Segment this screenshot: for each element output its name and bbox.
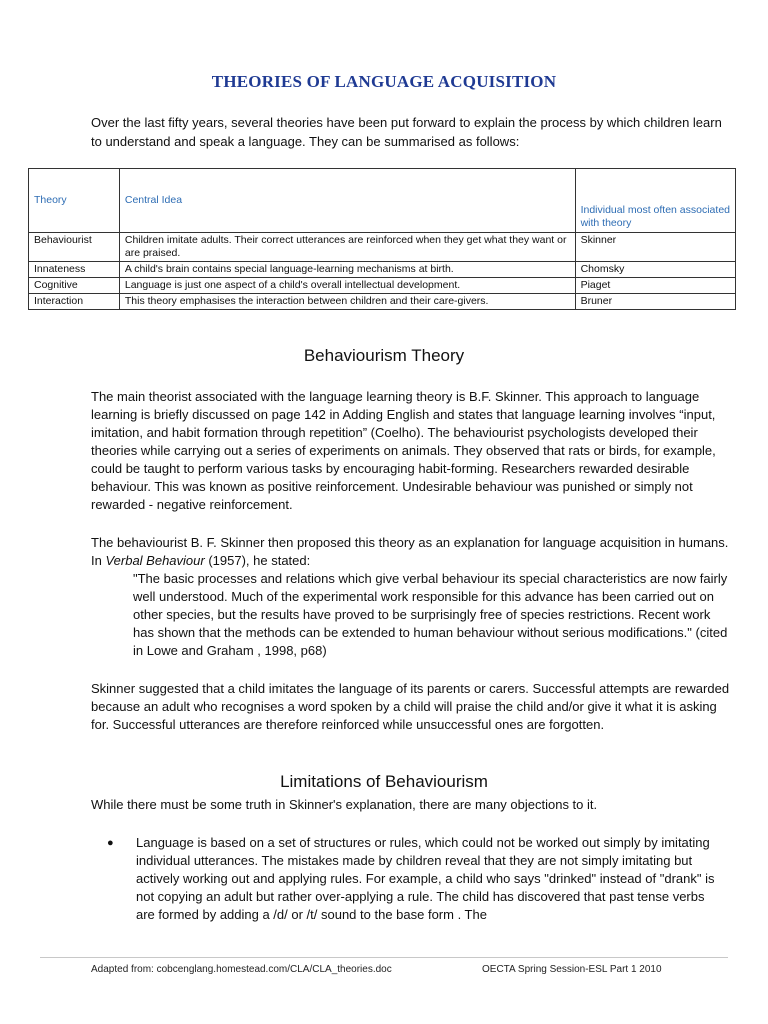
cell-person: Piaget — [575, 278, 735, 294]
cell-idea: A child's brain contains special language-learning mechanisms at birth. — [119, 262, 575, 278]
limitations-list — [107, 834, 722, 924]
paragraph-text: (1957), he stated: — [204, 553, 311, 568]
header-theory: Theory — [29, 169, 120, 233]
table-header-row — [29, 169, 736, 233]
paragraph-text: The behaviourist B. F. Skinner then proposed this theory as an explanation for language acquisition in humans. In — [91, 535, 729, 568]
footer-divider — [40, 957, 728, 958]
list-item: Language is based on a set of structures or rules, which could not be worked out simply by imitating individual utterances. The mistakes made by children reveal that they are not simply imitating but actively working out and applying rules. For example, a child who says "drinked" instead of "drank" is not copying an adult but rather over-applying a rule. The child has discovered that past tense verbs are formed by adding a /d/ or /t/ sound to the base form . The — [136, 835, 715, 922]
footer-session: OECTA Spring Session-ESL Part 1 2010 — [482, 964, 662, 975]
table-row — [29, 278, 736, 294]
cell-person: Chomsky — [575, 262, 735, 278]
header-individual: Individual most often associated with theory — [575, 169, 735, 233]
cell-theory: Innateness — [29, 262, 120, 278]
cell-person: Bruner — [575, 294, 735, 310]
cell-theory: Behaviourist — [29, 233, 120, 262]
cell-person: Skinner — [575, 233, 735, 262]
behaviourism-paragraph-3: Skinner suggested that a child imitates the language of its parents or carers. Successful attempts are rewarded because an adult who recognises a word spoken by a child will praise the child and/or give it what it is asking for. Successful utterances are therefore reinforced while unsuccessful ones are forgotten. — [91, 681, 730, 732]
cell-idea: Children imitate adults. Their correct utterances are reinforced when they get what they want or are praised. — [119, 233, 575, 262]
cell-idea: Language is just one aspect of a child's overall intellectual development. — [119, 278, 575, 294]
behaviourism-paragraph-1: The main theorist associated with the language learning theory is B.F. Skinner. This approach to language learning is briefly discussed on page 142 in Adding English and states that language learning involves “input, imitation, and habit formation through repetition” (Coelho). The behaviourist psychologists developed their theories while carrying out a series of experiments on animals. They observed that rats or birds, for example, could be taught to perform various tasks by encouraging habit-forming. Researchers rewarded desirable behaviour. This was known as positive reinforcement. Undesirable behaviour was punished or simply not rewarded - negative reinforcement. — [91, 389, 716, 512]
footer-source: Adapted from: cobcenglang.homestead.com/CLA/CLA_theories.doc — [91, 964, 392, 975]
theories-table — [28, 168, 736, 310]
intro-paragraph: Over the last fifty years, several theories have been put forward to explain the process by which children learn to understand and speak a language. They can be summarised as follows: — [91, 115, 722, 149]
page-title: THEORIES OF LANGUAGE ACQUISITION — [211, 72, 557, 91]
table-row — [29, 294, 736, 310]
cell-theory: Interaction — [29, 294, 120, 310]
book-title: Verbal Behaviour — [105, 553, 205, 568]
table-row — [29, 262, 736, 278]
bullet-icon: ● — [107, 837, 114, 849]
skinner-quote: "The basic processes and relations which give verbal behaviour its special characteristics are now fairly well understood. Much of the experimental work responsible for this advance has been carried out on other species, but the results have proved to be surprisingly free of species restrictions. Recent work has shown that the methods can be extended to human behaviour without serious modifications." (cited in Lowe and Graham , 1998, p68) — [133, 571, 728, 658]
section-heading-behaviourism: Behaviourism Theory — [303, 346, 465, 365]
limitations-intro: While there must be some truth in Skinner's explanation, there are many objections to it. — [91, 797, 598, 812]
cell-theory: Cognitive — [29, 278, 120, 294]
section-heading-limitations: Limitations of Behaviourism — [280, 772, 488, 791]
table-row — [29, 233, 736, 262]
cell-idea: This theory emphasises the interaction between children and their care-givers. — [119, 294, 575, 310]
behaviourism-paragraph-2 — [91, 534, 731, 660]
header-central-idea: Central Idea — [119, 169, 575, 233]
